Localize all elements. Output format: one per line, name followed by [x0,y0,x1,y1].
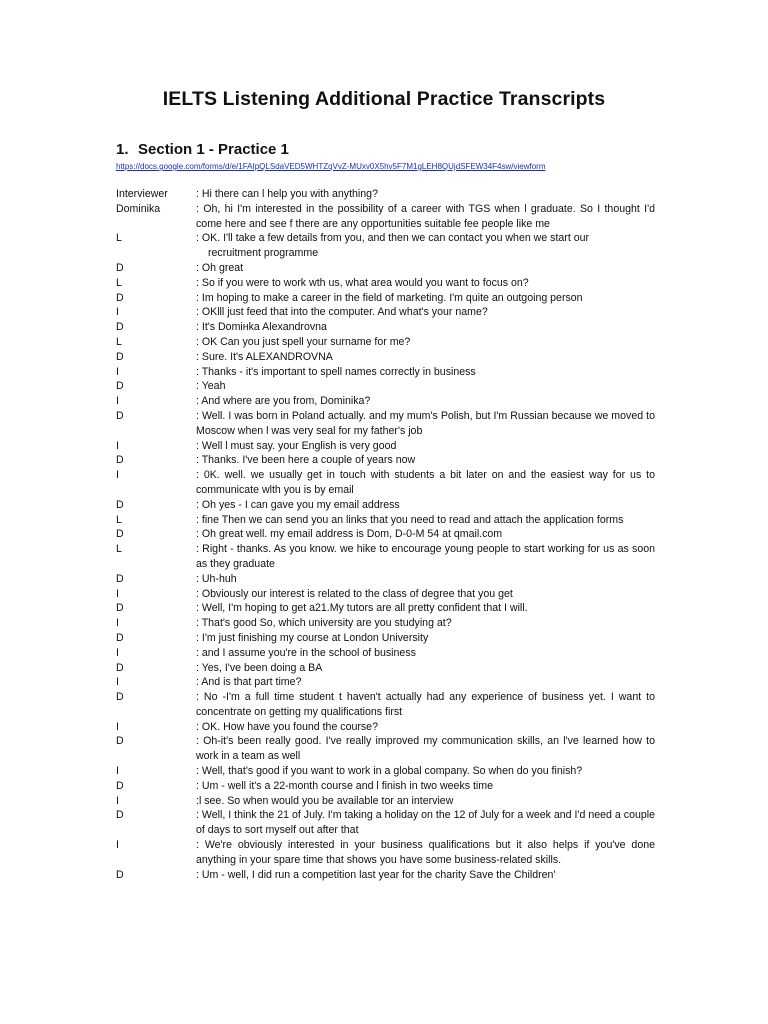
utterance-text [196,513,655,528]
transcript-line [116,646,655,661]
utterance-text [196,409,655,439]
utterance-main: : And where are you from, Dominika? [196,395,371,408]
utterance-main: : Oh yes - I can gave you my email address [196,498,400,511]
utterance-main: : OK Can you just spell your surname for me? [196,335,411,348]
utterance-text [196,365,655,380]
speaker-label: D [116,321,124,334]
utterance-text [196,291,655,306]
speaker-label: I [116,765,119,778]
transcript-line [116,379,655,394]
utterance-main: : Right - thanks. As you know. we hike to encourage young people to start working for us as soon as they graduate [196,543,655,570]
utterance-main: : Um - well, I did run a competition last year for the charity Save the Children' [196,868,556,881]
transcript-line [116,838,655,868]
transcript-line [116,587,655,602]
utterance-main: : And is that part time? [196,676,302,689]
speaker-label: I [116,720,119,733]
utterance-main: : We're obviously interested in your business qualifications but it also helps if you've done anything in your spare time that shows you have some business-related skills. [196,839,655,866]
utterance-main: : I'm just finishing my course at London University [196,631,429,644]
utterance-main: : Well, I'm hoping to get a21.My tutors are all pretty confident that I will. [196,602,528,615]
utterance-main: : No -I'm a full time student t haven't actually had any experience of business yet. I want to concentrate on getting my qualifications first [196,691,655,718]
utterance-continuation: recruitment programme [208,247,319,260]
speaker-label: D [116,691,124,704]
utterance-text [196,661,655,676]
speaker-label: D [116,735,124,748]
utterance-text [196,542,655,572]
transcript-line [116,690,655,720]
transcript-line [116,394,655,409]
transcript-line [116,291,655,306]
section-heading [116,141,289,158]
utterance-main: : 0K. well. we usually get in touch with students a bit later on and the easiest way for us to communicate wlth you is by email [196,469,655,496]
utterance-main: : Well, that's good if you want to work in a global company. So when do you finish? [196,765,583,778]
utterance-main: : OKlll just feed that into the computer. And what's your name? [196,306,488,319]
speaker-label: Interviewer [116,188,168,200]
transcript-line [116,542,655,572]
transcript-line [116,720,655,735]
transcript-line [116,513,655,528]
speaker-label: I [116,395,119,408]
speaker-label: I [116,306,119,319]
speaker-label: I [116,794,119,807]
speaker-label: L [116,543,122,556]
utterance-text [196,261,655,276]
transcript-line [116,439,655,454]
utterance-text [196,675,655,690]
utterance-main: : Thanks. I've been here a couple of years now [196,454,416,467]
utterance-text [196,527,655,542]
section-title: Section 1 - Practice 1 [138,141,289,158]
speaker-label: L [116,335,122,348]
transcript-line [116,335,655,350]
transcript-line [116,764,655,779]
utterance-main: : Oh great [196,261,244,274]
transcript-line [116,350,655,365]
transcript-line [116,453,655,468]
utterance-text [196,764,655,779]
utterance-text [196,631,655,646]
speaker-label: L [116,513,122,526]
speaker-label: D [116,528,124,541]
utterance-text [196,720,655,735]
utterance-main: : Yeah [196,380,226,393]
speaker-label: D [116,868,124,881]
transcript-line [116,202,655,232]
speaker-label: D [116,661,124,674]
speaker-label: D [116,631,124,644]
utterance-text [196,320,655,335]
speaker-label: I [116,646,119,659]
utterance-main: : Well, I think the 21 of July. I'm taking a holiday on the 12 of July for a week and I'd need a couple of days to sort myself out after that [196,809,655,837]
utterance-text [196,231,655,261]
utterance-main: : Hi there can l help you with anything? [196,188,378,200]
transcript-line [116,675,655,690]
utterance-main: : OK. How have you found the course? [196,720,378,733]
utterance-main: : Oh, hi I'm interested in the possibility of a career with TGS when l graduate. So I thought I'd come here and see f there are any opportunities suitable fee people like me [196,202,655,230]
speaker-label: D [116,779,124,792]
transcript-line [116,779,655,794]
speaker-label: L [116,276,122,289]
utterance-text [196,394,655,409]
utterance-main: : That's good So, which university are you studying at? [196,617,452,630]
transcript-line [116,631,655,646]
utterance-text [196,794,655,809]
speaker-label: I [116,676,119,689]
speaker-label: I [116,839,119,852]
utterance-main: : Yes, I've been doing a BA [196,661,323,674]
utterance-text [196,379,655,394]
utterance-text [196,808,655,838]
utterance-text [196,779,655,794]
utterance-main: :l see. So when would you be available tor an interview [196,794,454,807]
utterance-text [196,439,655,454]
utterance-text [196,690,655,720]
transcript-line [116,661,655,676]
section-number: 1. [116,141,129,158]
utterance-text [196,734,655,764]
utterance-main: : Sure. It's ALEXANDROVNA [196,350,333,363]
speaker-label: I [116,617,119,630]
transcript-line [116,231,655,261]
utterance-text [196,498,655,513]
utterance-main: : So if you were to work wth us, what area would you want to focus on? [196,276,529,289]
transcript-line [116,261,655,276]
utterance-text [196,453,655,468]
transcript-line [116,498,655,513]
speaker-label: L [116,232,122,245]
speaker-label: Dominika [116,202,161,215]
speaker-label: D [116,498,124,511]
utterance-text [196,350,655,365]
transcript-line [116,527,655,542]
transcript-line [116,616,655,631]
utterance-text [196,646,655,661]
utterance-text [196,572,655,587]
speaker-label: D [116,409,124,422]
utterance-text [196,335,655,350]
transcript-line [116,808,655,838]
transcript-line [116,365,655,380]
utterance-main: : Obviously our interest is related to the class of degree that you get [196,587,513,600]
transcript-line [116,572,655,587]
transcript [116,187,655,882]
utterance-main: : OK. I'll take a few details from you, and then we can contact you when we start our [196,232,590,245]
speaker-label: I [116,439,119,452]
transcript-line [116,320,655,335]
speaker-label: D [116,350,124,363]
utterance-text [196,276,655,291]
utterance-text [196,838,655,868]
utterance-text [196,616,655,631]
transcript-line [116,868,655,883]
utterance-main: : Uh-huh [196,572,237,585]
google-form-link[interactable]: https://docs.google.com/forms/d/e/1FAIpQLSdaVED5WHTZqVvZ-MUxv0X5hv5F7M1gLEH8QUjdSFEW34F4sw/viewform [116,162,546,171]
utterance-main: : and I assume you're in the school of business [196,646,416,659]
utterance-text [196,202,655,232]
transcript-line [116,601,655,616]
utterance-text [196,468,655,498]
speaker-label: D [116,291,124,304]
utterance-text [196,187,655,202]
speaker-label: I [116,365,119,378]
utterance-main: : Im hoping to make a career in the field of marketing. I'm quite an outgoing person [196,291,583,304]
transcript-line [116,409,655,439]
transcript-line [116,187,655,202]
speaker-label: D [116,572,124,585]
speaker-label: I [116,469,119,482]
speaker-label: I [116,587,119,600]
utterance-main: : Well. I was born in Poland actually. and my mum's Polish, but I'm Russian because we moved to Moscow when l was very seal for my father's job [196,409,655,437]
transcript-line [116,468,655,498]
transcript-line [116,305,655,320]
utterance-text [196,305,655,320]
utterance-main: : Oh-it's been really good. I've really improved my communication skills, an l've learned how to work in a team as well [196,735,655,763]
transcript-line [116,734,655,764]
utterance-main: : Thanks - it's important to spell names correctly in business [196,365,476,378]
document-title: IELTS Listening Additional Practice Transcripts [162,88,606,110]
speaker-label: D [116,380,124,393]
utterance-main: : It's Domінka Alexandrovna [196,321,327,334]
speaker-label: D [116,261,124,274]
speaker-label: D [116,454,124,467]
utterance-main: : Oh great well. my email address is Dom, D-0-M 54 at qmail.com [196,528,503,541]
utterance-main: : fine Then we can send you an links that you need to read and attach the application forms [196,513,624,526]
utterance-text [196,868,655,883]
transcript-line [116,276,655,291]
utterance-main: : Um - well it's a 22-month course and l finish in two weeks time [196,779,493,792]
transcript-line [116,794,655,809]
speaker-label: D [116,602,124,615]
utterance-text [196,601,655,616]
utterance-main: : Well l must say. your English is very good [196,439,397,452]
speaker-label: D [116,809,124,822]
utterance-text [196,587,655,602]
